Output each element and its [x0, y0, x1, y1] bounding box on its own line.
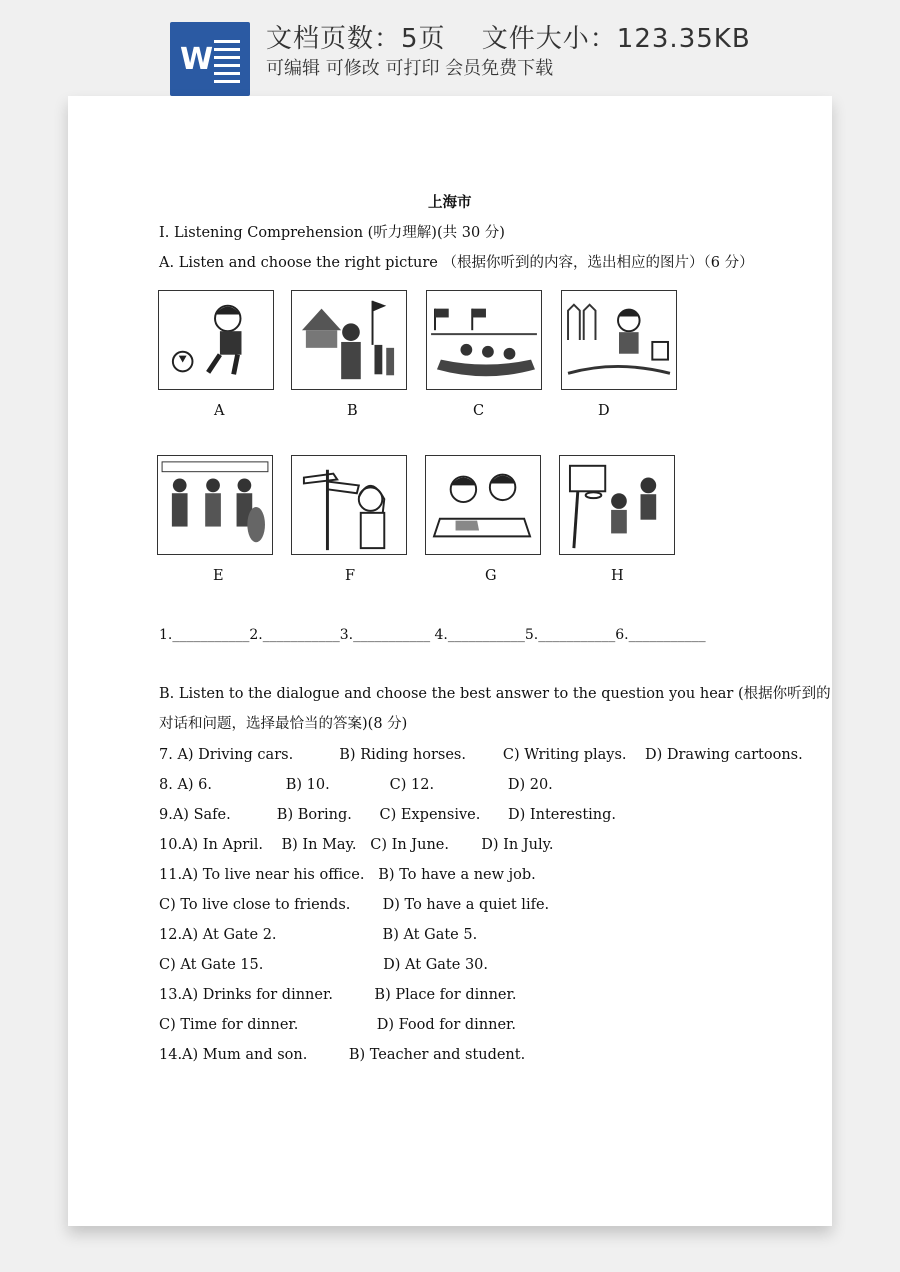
picture-d: [561, 290, 677, 390]
picture-label-h: H: [611, 568, 624, 584]
question-11-cont: C) To live close to friends. D) To have a quiet life.: [159, 897, 550, 913]
question-13: 13.A) Drinks for dinner. B) Place for dinner.: [159, 987, 517, 1003]
dragon-boat-icon: [427, 291, 541, 389]
tour-guide-icon: [292, 291, 406, 389]
picture-label-f: F: [345, 568, 356, 584]
answer-blanks: 1.___________2.___________3.___________ 4.___________5.___________6.___________: [159, 627, 706, 643]
question-12: 12.A) At Gate 2. B) At Gate 5.: [159, 927, 478, 943]
part-b-instruction: B. Listen to the dialogue and choose the best answer to the question you hear (根据你听到的: [159, 686, 831, 702]
picture-label-d: D: [598, 403, 610, 419]
question-8: 8. A) 6. B) 10. C) 12. D) 20.: [159, 777, 553, 793]
picture-label-e: E: [213, 568, 224, 584]
part-a-instruction: A. Listen and choose the right picture （根据你听到的内容，选出相应的图片）（6 分）: [159, 255, 754, 271]
students-studying-icon: [426, 456, 540, 554]
file-info-title: 文档页数：5页 文件大小：123.35KB: [266, 24, 751, 54]
picture-label-a: A: [214, 403, 225, 419]
basketball-kids-icon: [560, 456, 674, 554]
picture-a: [158, 290, 274, 390]
question-14: 14.A) Mum and son. B) Teacher and student.: [159, 1047, 526, 1063]
band-musicians-icon: [158, 456, 272, 554]
word-icon-letter: W: [180, 42, 214, 77]
question-9: 9.A) Safe. B) Boring. C) Expensive. D) Interesting.: [159, 807, 617, 823]
doc-title: 上海市: [428, 194, 472, 211]
picture-label-g: G: [485, 568, 497, 584]
gardening-girl-icon: [562, 291, 676, 389]
picture-e: [157, 455, 273, 555]
boy-football-icon: [159, 291, 273, 389]
picture-g: [425, 455, 541, 555]
picture-h: [559, 455, 675, 555]
signpost-girl-icon: [292, 456, 406, 554]
part-b-instruction-cont: 对话和问题，选择最恰当的答案)(8 分): [159, 716, 408, 732]
picture-label-c: C: [473, 403, 485, 419]
question-11: 11.A) To live near his office. B) To have a new job.: [159, 867, 536, 883]
picture-f: [291, 455, 407, 555]
picture-label-b: B: [347, 403, 358, 419]
file-info-subtitle: 可编辑 可修改 可打印 会员免费下载: [266, 58, 554, 79]
question-13-cont: C) Time for dinner. D) Food for dinner.: [159, 1017, 516, 1033]
picture-c: [426, 290, 542, 390]
word-doc-icon: [170, 22, 250, 96]
header-banner: [0, 0, 900, 100]
picture-b: [291, 290, 407, 390]
question-7: 7. A) Driving cars. B) Riding horses. C) Writing plays. D) Drawing cartoons.: [159, 747, 803, 763]
document-page: [68, 96, 832, 1226]
question-12-cont: C) At Gate 15. D) At Gate 30.: [159, 957, 489, 973]
question-10: 10.A) In April. B) In May. C) In June. D) In July.: [159, 837, 554, 853]
section-heading: I. Listening Comprehension (听力理解)(共 30 分): [159, 225, 505, 241]
